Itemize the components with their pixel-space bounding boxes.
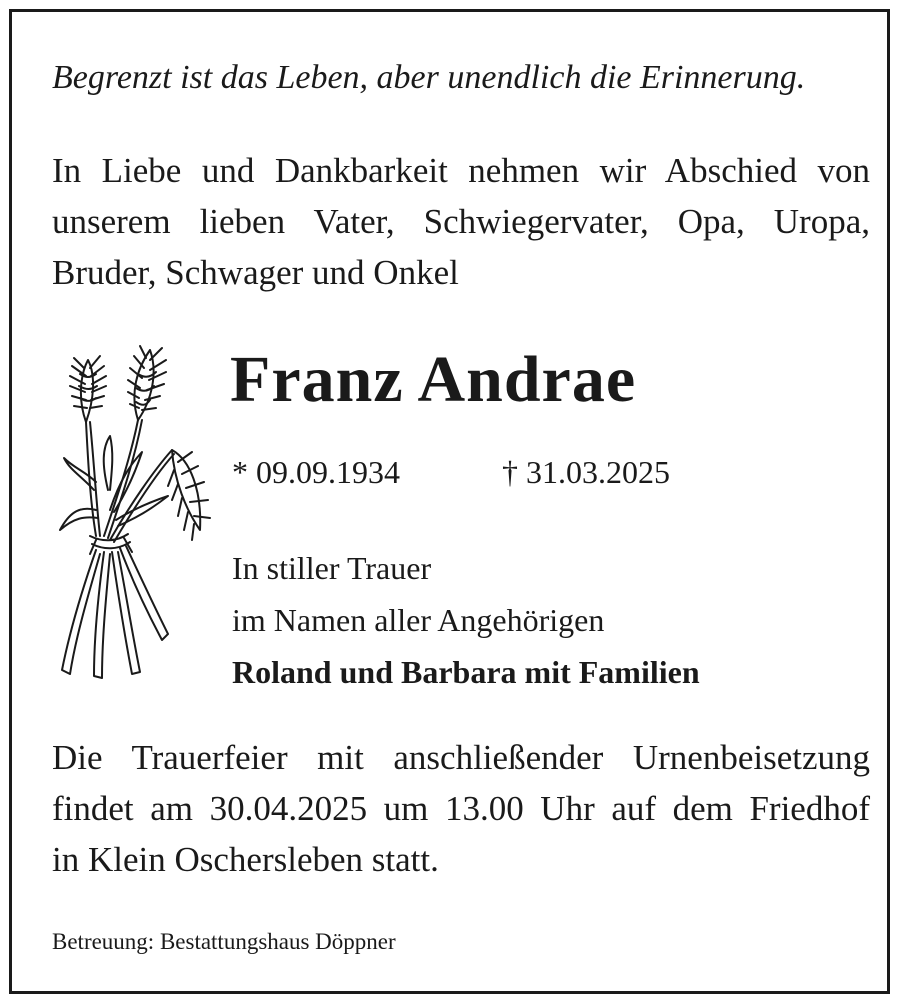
intro-line-1: In Liebe und Dankbarkeit nehmen wir Abschied von <box>52 151 870 190</box>
death-date: † 31.03.2025 <box>502 454 670 490</box>
obituary-notice <box>9 9 890 994</box>
funeral-home-credit: Betreuung: Bestattungshaus Döppner <box>52 929 396 954</box>
mourners-line-2: im Namen aller Angehörigen <box>232 602 605 638</box>
intro-text <box>52 145 870 298</box>
funeral-line-3: in Klein Oschersleben statt. <box>52 840 439 879</box>
intro-line-2: unserem lieben Vater, Schwiegervater, Opa, Uropa, <box>52 202 870 241</box>
funeral-line-1: Die Trauerfeier mit anschließender Urnenbeisetzung <box>52 738 870 777</box>
deceased-name: Franz Andrae <box>230 343 637 416</box>
wheat-bundle-icon <box>50 340 220 685</box>
intro-line-3: Bruder, Schwager und Onkel <box>52 253 459 292</box>
funeral-line-2: findet am 30.04.2025 um 13.00 Uhr auf dem Friedhof <box>52 789 870 828</box>
mourners-block <box>232 542 700 698</box>
mourners-line-1: In stiller Trauer <box>232 550 432 586</box>
motto: Begrenzt ist das Leben, aber unendlich die Erinnerung. <box>52 59 806 96</box>
funeral-info <box>52 732 870 885</box>
mourners-names: Roland und Barbara mit Familien <box>232 654 700 690</box>
birth-date: * 09.09.1934 <box>232 454 400 490</box>
